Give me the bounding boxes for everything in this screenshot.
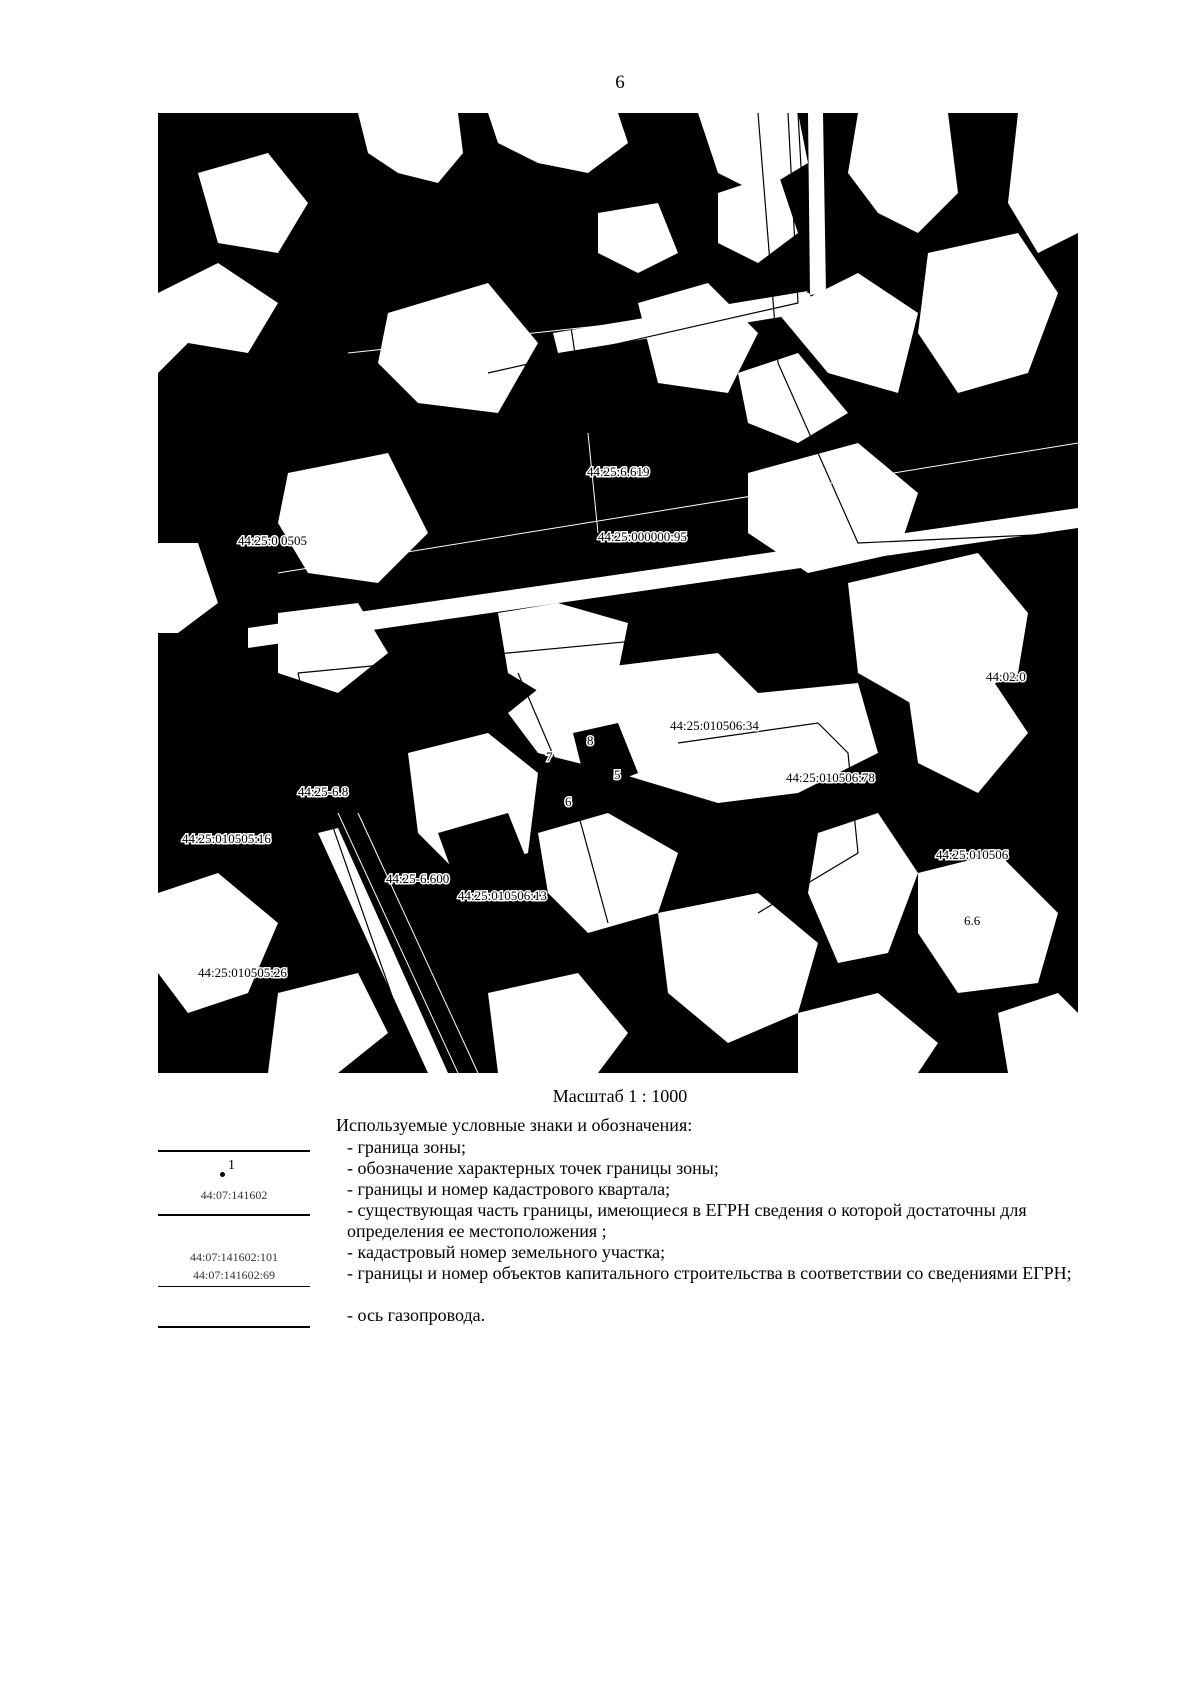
map-label-zone-6-8: 44:25-6.8 xyxy=(298,784,349,799)
legend-item-gas-pipeline: - ось газопровода. xyxy=(347,1305,486,1325)
page-number: 6 xyxy=(615,72,625,93)
map-label-parcel-95: 44:25:000000:95 xyxy=(598,529,687,544)
map-label-parcel-16: 44:25:010505:16 xyxy=(182,831,271,846)
legend-title: Используемые условные знаки и обозначения: xyxy=(336,1115,693,1135)
map-point-6: 6 xyxy=(565,794,572,809)
map-label-quarter-010506: 44:25:010506 xyxy=(936,847,1009,862)
map-label-parcel-78: 44:25:010506:78 xyxy=(786,770,875,785)
map-point-5: 5 xyxy=(614,767,621,782)
map-label-quarter-0505: 44:25:0 0505 xyxy=(238,533,307,548)
aerial-photo xyxy=(158,113,1078,1073)
map-scale: Масштаб 1 : 1000 xyxy=(552,1086,688,1106)
legend-item-parcel: - кадастровый номер земельного участка; xyxy=(347,1242,666,1262)
map-point-8: 8 xyxy=(587,733,594,748)
legend-parcel-number: 44:07:141602:101 xyxy=(189,1250,278,1264)
legend-item-buildings: - границы и номер объектов капитального строительства в соответствии со сведениями ЕГРН; xyxy=(347,1263,1072,1283)
map-label-zone-6-600: 44:25-6.600 xyxy=(386,871,450,886)
legend-quarter-number: 44:07:141602 xyxy=(200,1188,268,1202)
map-label-zone-6-6: 6.6 xyxy=(964,913,981,928)
cadastral-map xyxy=(158,113,1078,1073)
legend-item-points: - обозначение характерных точек границы зоны; xyxy=(347,1158,719,1178)
map-point-7: 7 xyxy=(546,749,553,764)
map-label-quarter-619: 44:25:6.619 xyxy=(587,464,650,479)
legend-point-number: 1 xyxy=(228,1158,235,1173)
point-dot-icon xyxy=(220,1172,225,1177)
legend-item-zone-boundary: - граница зоны; xyxy=(347,1137,466,1157)
legend-item-existing-boundary: - существующая часть границы, имеющиеся в ЕГРН сведения о которой достаточны для определения ее местоположения ; xyxy=(347,1200,1027,1241)
legend-building-number: 44:07:141602:69 xyxy=(192,1268,275,1282)
map-label-parcel-26: 44:25:010505:26 xyxy=(198,965,287,980)
map-label-parcel-13: 44:25:010506:13 xyxy=(458,888,547,903)
map-label-quarter-44-02: 44:02:0 xyxy=(986,669,1026,684)
map-label-parcel-34: 44:25:010506:34 xyxy=(670,718,759,733)
legend-item-quarter: - границы и номер кадастрового квартала; xyxy=(347,1179,671,1199)
legend-symbol-point xyxy=(158,1158,310,1188)
